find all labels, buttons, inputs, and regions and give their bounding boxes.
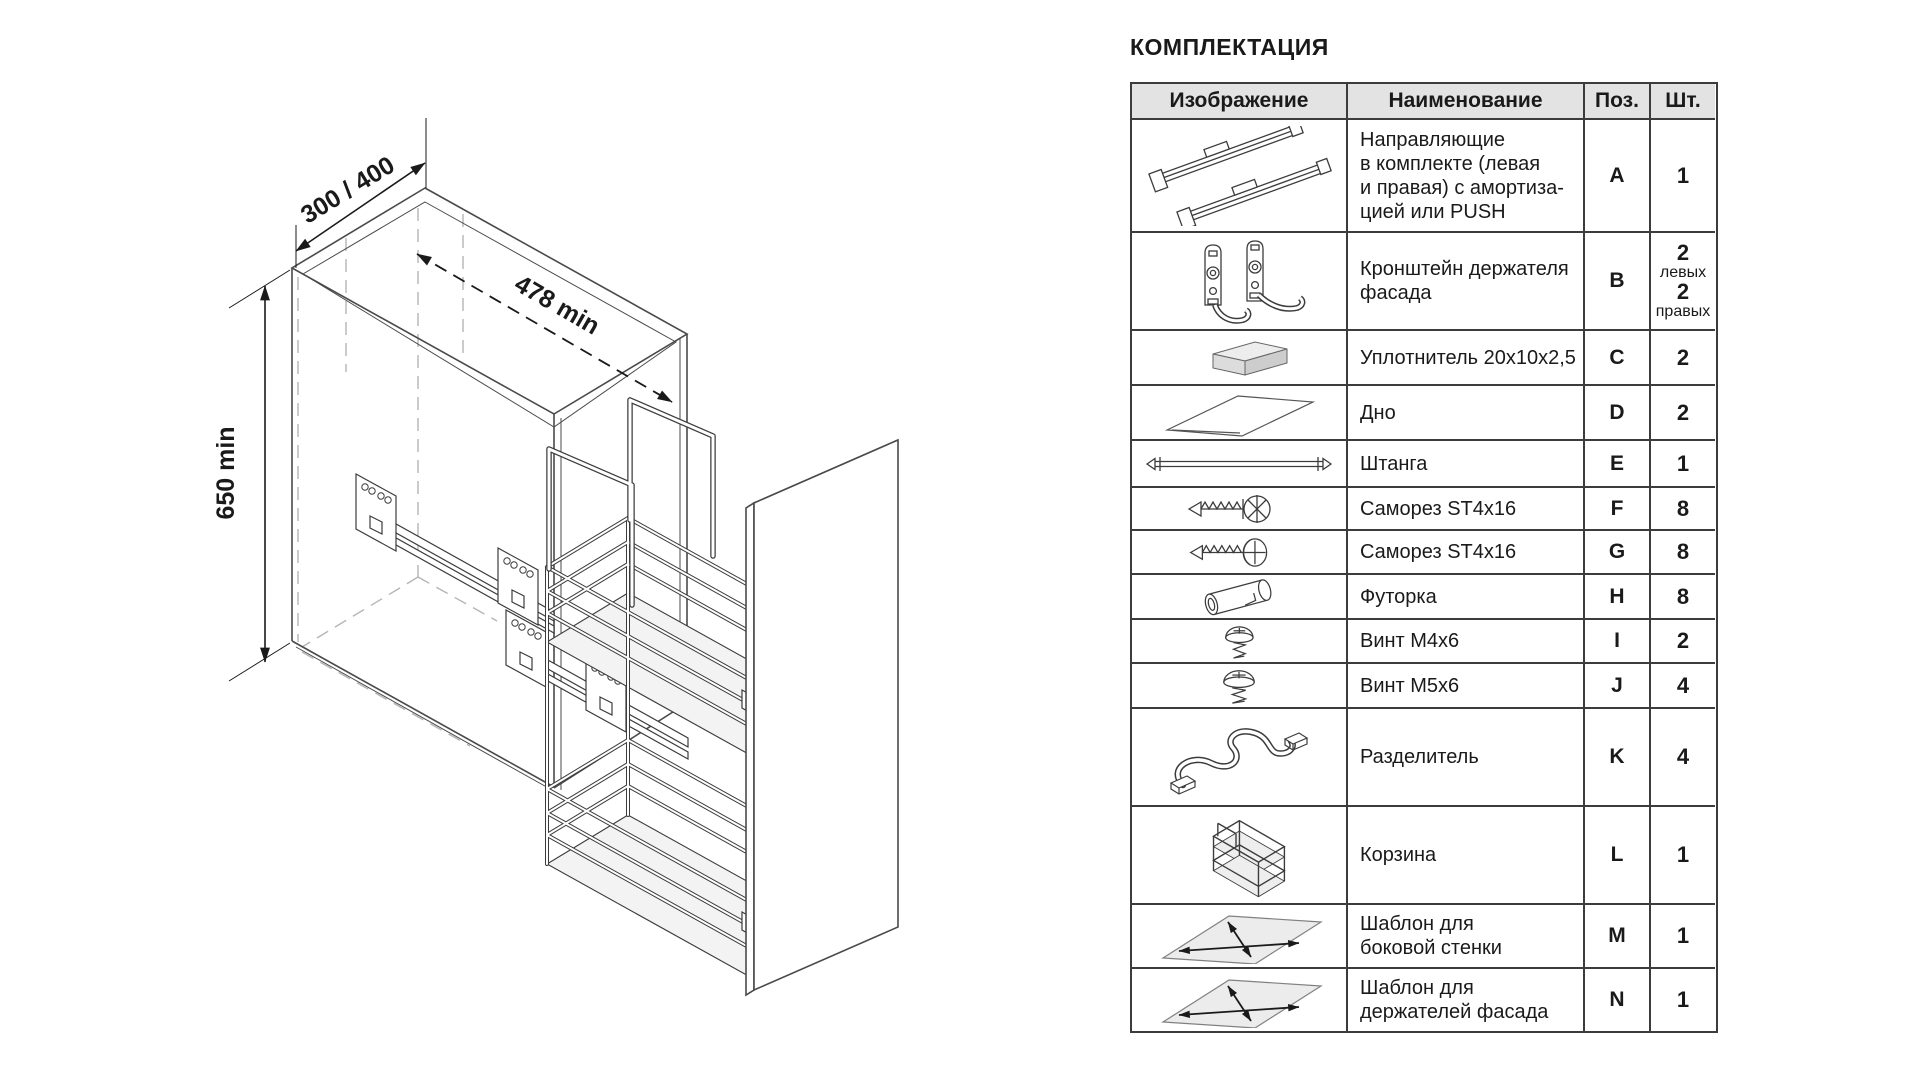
part-name: Саморез ST4x16 — [1346, 529, 1583, 573]
part-quantity: 1 — [1649, 967, 1715, 1031]
screw-i-icon — [1132, 618, 1346, 662]
brackets-icon — [1132, 231, 1346, 329]
part-position: N — [1583, 967, 1649, 1031]
part-quantity: 1 — [1649, 439, 1715, 486]
table-row — [1132, 805, 1716, 903]
part-position: E — [1583, 439, 1649, 486]
header-pos: Поз. — [1583, 84, 1649, 118]
dimension-height — [212, 270, 290, 681]
screw-j-icon — [1132, 662, 1346, 707]
parts-table-header — [1132, 84, 1716, 118]
part-name: Дно — [1346, 384, 1583, 439]
table-row — [1132, 903, 1716, 967]
part-quantity: 2 левых 2 правых — [1649, 231, 1715, 329]
header-name: Наименование — [1346, 84, 1583, 118]
table-row — [1132, 707, 1716, 805]
table-row — [1132, 118, 1716, 231]
part-position: I — [1583, 618, 1649, 662]
header-qty: Шт. — [1649, 84, 1715, 118]
part-name: Разделитель — [1346, 707, 1583, 805]
part-name: Шаблон для боковой стенки — [1346, 903, 1583, 967]
part-position: M — [1583, 903, 1649, 967]
table-row — [1132, 967, 1716, 1031]
part-position: B — [1583, 231, 1649, 329]
screw-g-icon — [1132, 529, 1346, 573]
part-position: G — [1583, 529, 1649, 573]
part-name: Направляющие в комплекте (левая и правая) с амортиза- цией или PUSH — [1346, 118, 1583, 231]
part-name: Винт M5x6 — [1346, 662, 1583, 707]
parts-list — [1130, 34, 1718, 1033]
part-position: C — [1583, 329, 1649, 384]
table-row — [1132, 486, 1716, 529]
part-position: H — [1583, 573, 1649, 618]
part-name: Футорка — [1346, 573, 1583, 618]
basket-icon — [1132, 805, 1346, 903]
part-quantity: 4 — [1649, 707, 1715, 805]
part-name: Корзина — [1346, 805, 1583, 903]
part-quantity: 4 — [1649, 662, 1715, 707]
part-quantity: 8 — [1649, 529, 1715, 573]
part-position: A — [1583, 118, 1649, 231]
part-name: Уплотнитель 20x10x2,5 — [1346, 329, 1583, 384]
part-quantity: 1 — [1649, 805, 1715, 903]
page-title: КОМПЛЕКТАЦИЯ — [1130, 34, 1329, 60]
part-name: Шаблон для держателей фасада — [1346, 967, 1583, 1031]
dimension-height-label: 650 min — [212, 426, 240, 520]
table-row — [1132, 618, 1716, 662]
template-icon — [1132, 967, 1346, 1031]
part-name: Винт M4x6 — [1346, 618, 1583, 662]
divider-icon — [1132, 707, 1346, 805]
part-quantity: 8 — [1649, 573, 1715, 618]
part-position: K — [1583, 707, 1649, 805]
header-image: Изображение — [1132, 84, 1346, 118]
part-position: D — [1583, 384, 1649, 439]
dimension-width — [296, 118, 426, 268]
part-name: Штанга — [1346, 439, 1583, 486]
part-quantity: 2 — [1649, 384, 1715, 439]
template-icon — [1132, 903, 1346, 967]
part-position: F — [1583, 486, 1649, 529]
table-row — [1132, 384, 1716, 439]
part-position: L — [1583, 805, 1649, 903]
part-quantity: 8 — [1649, 486, 1715, 529]
side-panel — [746, 440, 898, 995]
part-quantity: 2 — [1649, 329, 1715, 384]
sleeve-icon — [1132, 573, 1346, 618]
part-quantity: 1 — [1649, 118, 1715, 231]
screw-f-icon — [1132, 486, 1346, 529]
table-row — [1132, 573, 1716, 618]
dimension-depth-label: 478 min — [509, 269, 605, 341]
part-position: J — [1583, 662, 1649, 707]
rod-icon — [1132, 439, 1346, 486]
part-quantity: 2 — [1649, 618, 1715, 662]
part-name: Кронштейн держателя фасада — [1346, 231, 1583, 329]
bottom-icon — [1132, 384, 1346, 439]
seal-icon — [1132, 329, 1346, 384]
parts-table — [1130, 82, 1718, 1033]
slides-icon — [1132, 118, 1346, 231]
dimension-width-label: 300 / 400 — [296, 151, 400, 230]
table-row — [1132, 439, 1716, 486]
table-row — [1132, 231, 1716, 329]
table-row — [1132, 662, 1716, 707]
table-row — [1132, 329, 1716, 384]
table-row — [1132, 529, 1716, 573]
dimension-depth — [417, 254, 672, 402]
part-name: Саморез ST4x16 — [1346, 486, 1583, 529]
part-quantity: 1 — [1649, 903, 1715, 967]
